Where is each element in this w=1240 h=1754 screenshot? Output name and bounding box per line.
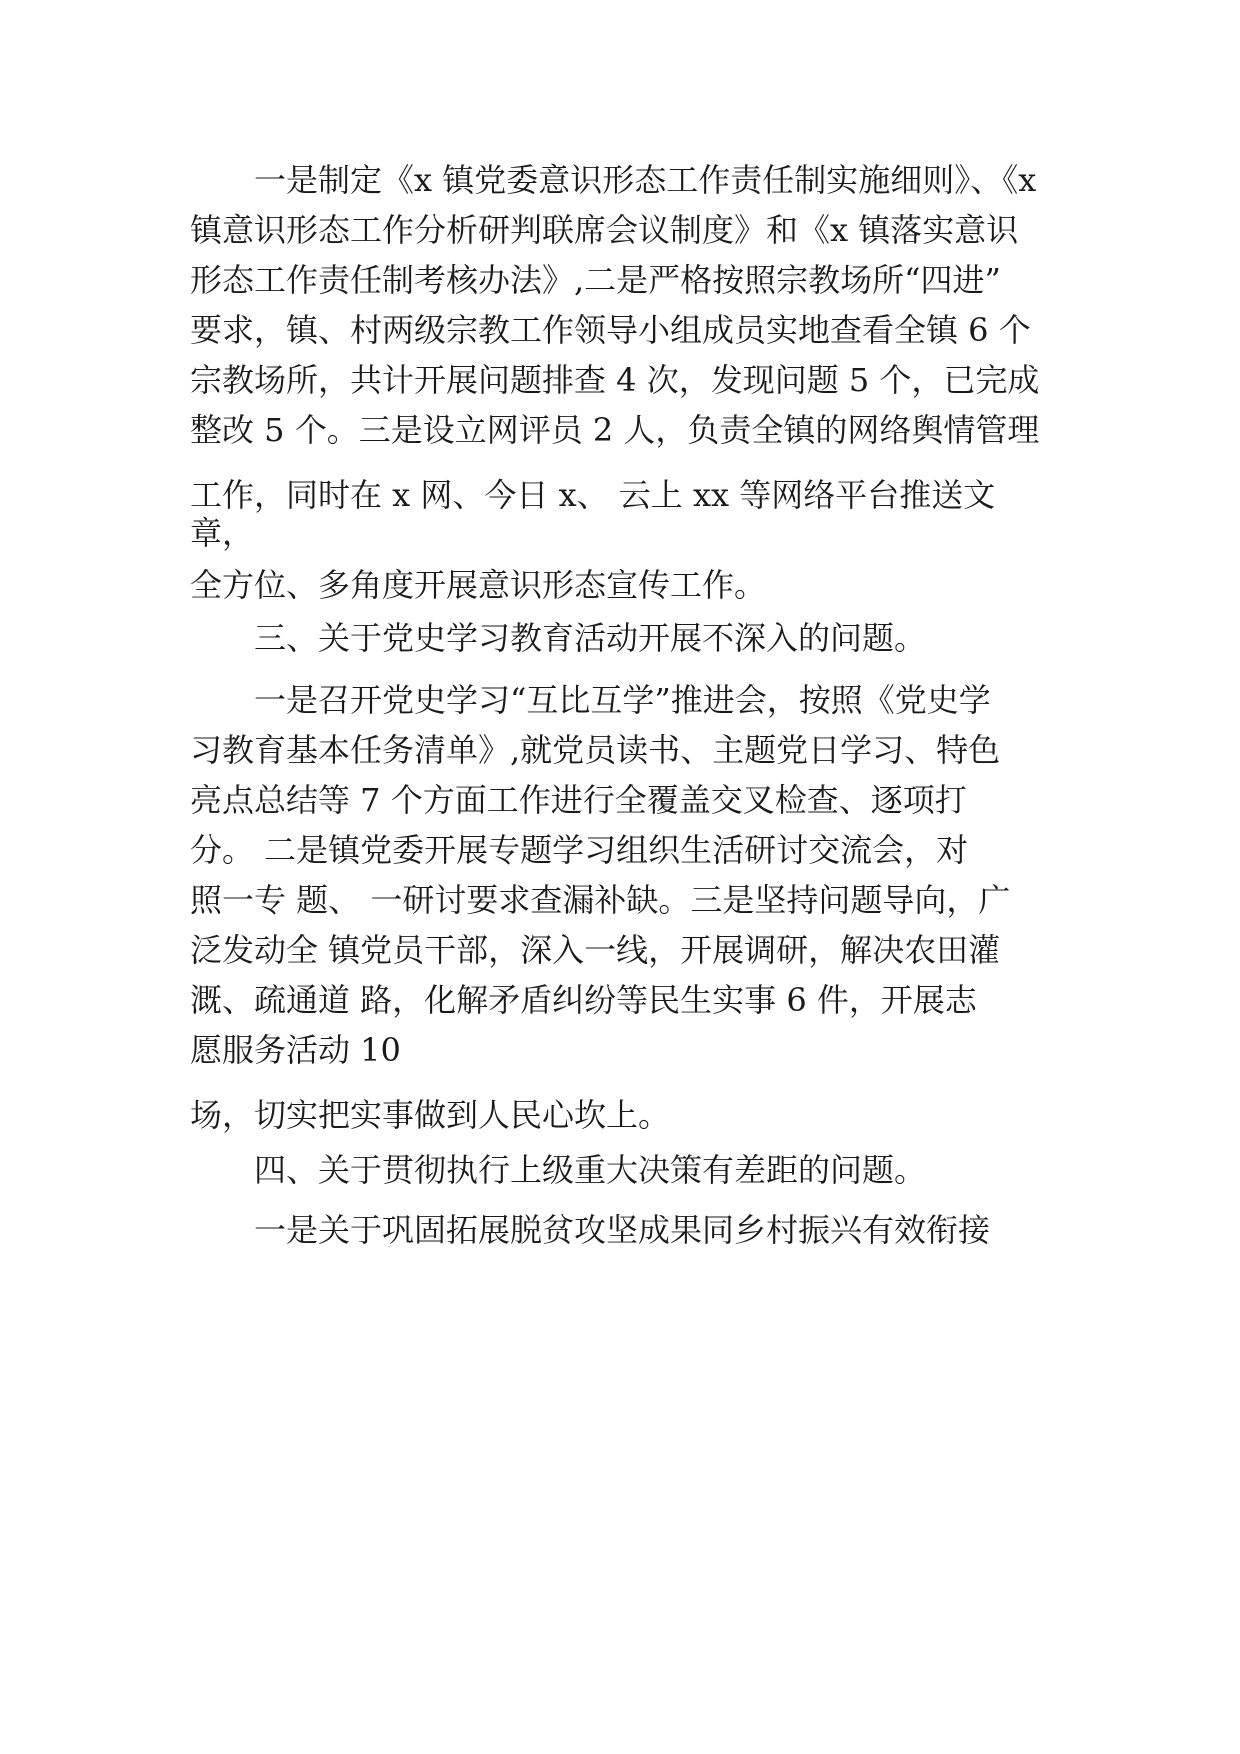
text-line: 亮点总结等 7 个方面工作进行全覆盖交叉检查、逐项打 <box>190 781 967 819</box>
text-line: 一是制定《x 镇党委意识形态工作责任制实施细则》、《x <box>254 161 1037 199</box>
text-line: 一是召开党史学习“互比互学”推进会，按照《党史学 <box>254 681 991 719</box>
text-line: 整改 5 个。三是设立网评员 2 人，负责全镇的网络舆情管理 <box>190 411 1040 449</box>
text-line: 镇意识形态工作分析研判联席会议制度》和《x 镇落实意识 <box>190 211 1019 249</box>
text-line: 一是关于巩固拓展脱贫攻坚成果同乡村振兴有效衔接 <box>254 1211 991 1249</box>
text-line: 场，切实把实事做到人民心坎上。 <box>190 1096 671 1134</box>
text-line: 照一专 题、 一研讨要求查漏补缺。三是坚持问题导向，广 <box>190 881 1011 919</box>
text-line: 分。 二是镇党委开展专题学习组织生活研讨交流会，对 <box>190 831 969 869</box>
section-heading: 四、关于贯彻执行上级重大决策有差距的问题。 <box>254 1151 927 1189</box>
text-line: 愿服务活动 10 <box>190 1031 401 1069</box>
text-line: 习教育基本任务清单》,就党员读书、主题党日学习、特色 <box>190 731 1001 769</box>
text-line: 工作，同时在 x 网、今日 x、 云上 xx 等网络平台推送文 <box>190 476 996 514</box>
section-heading: 三、关于党史学习教育活动开展不深入的问题。 <box>254 619 927 657</box>
text-line: 溉、疏通道 路，化解矛盾纠纷等民生实事 6 件，开展志 <box>190 981 977 1019</box>
text-line: 形态工作责任制考核办法》,二是严格按照宗教场所“四进” <box>190 261 1001 299</box>
text-line: 宗教场所，共计开展问题排查 4 次，发现问题 5 个，已完成 <box>190 361 1040 399</box>
text-line: 章， <box>190 514 255 552</box>
text-line: 泛发动全 镇党员干部，深入一线，开展调研，解决农田灌 <box>190 931 1001 969</box>
text-line: 要求，镇、村两级宗教工作领导小组成员实地查看全镇 6 个 <box>190 311 1031 349</box>
text-line: 全方位、多角度开展意识形态宣传工作。 <box>190 566 767 604</box>
